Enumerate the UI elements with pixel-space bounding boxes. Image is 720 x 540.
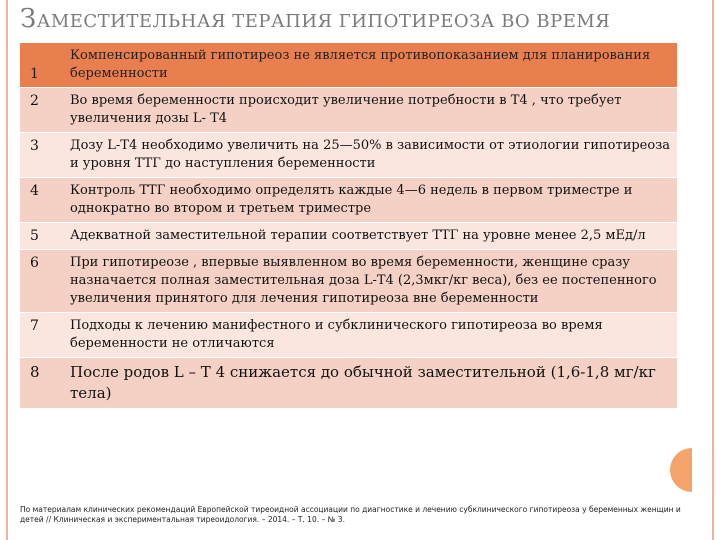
row-text: Во время беременности происходит увеличение потребности в Т4 , что требует увеличения дозы L- Т4: [66, 88, 677, 133]
recommendations-table: [20, 42, 677, 408]
row-number: 5: [20, 223, 66, 250]
row-text: Контроль ТТГ необходимо определять каждые 4—6 недель в первом триместре и однократно во втором и третьем триместре: [66, 178, 677, 223]
row-number: 6: [20, 250, 66, 313]
row-text: Адекватной заместительной терапии соответствует ТТГ на уровне менее 2,5 мЕд/л: [66, 223, 677, 250]
right-border-line: [712, 0, 714, 540]
row-text: При гипотиреозе , впервые выявленном во время беременности, женщине сразу назначается полная заместительная доза L-Т4 (2,3мкг/кг веса), без ее постепенного увеличения принятого для лечения гипотиреоза вне беременности: [66, 250, 677, 313]
row-number: 2: [20, 88, 66, 133]
table-row: [20, 178, 677, 223]
table-row: [20, 88, 677, 133]
table-row: [20, 223, 677, 250]
row-number: 4: [20, 178, 66, 223]
row-text: Подходы к лечению манифестного и субклинического гипотиреоза во время беременности не отличаются: [66, 313, 677, 358]
source-footnote: По материалам клинических рекомендаций Европейской тиреоидной ассоциации по диагностике и лечению субклинического гипотиреоза у беременных женщин и детей // Клиническая и экспериментальная тиреоидология. – 2014. – Т. 10. – № 3.: [20, 505, 681, 524]
row-text: После родов L – Т 4 снижается до обычной заместительной (1,6-1,8 мг/кг тела): [66, 358, 677, 409]
row-number: 1: [20, 43, 66, 88]
row-number: 3: [20, 133, 66, 178]
table-row: [20, 313, 677, 358]
left-border-line: [6, 0, 8, 540]
slide-title: [20, 4, 700, 36]
table-row: [20, 133, 677, 178]
table-row: [20, 250, 677, 313]
title-text: АМЕСТИТЕЛЬНАЯ ТЕРАПИЯ ГИПОТИРЕОЗА ВО ВРЕМЯ: [36, 11, 611, 32]
row-text: Компенсированный гипотиреоз не является противопоказанием для планирования беременности: [66, 43, 677, 88]
row-text: Дозу L-Т4 необходимо увеличить на 25—50% в зависимости от этиологии гипотиреоза и уровня ТТГ до наступления беременности: [66, 133, 677, 178]
title-initial: З: [20, 4, 37, 34]
table-row: [20, 358, 677, 409]
decorative-side-tab: [670, 448, 692, 492]
table-row: [20, 43, 677, 88]
row-number: 8: [20, 358, 66, 409]
row-number: 7: [20, 313, 66, 358]
